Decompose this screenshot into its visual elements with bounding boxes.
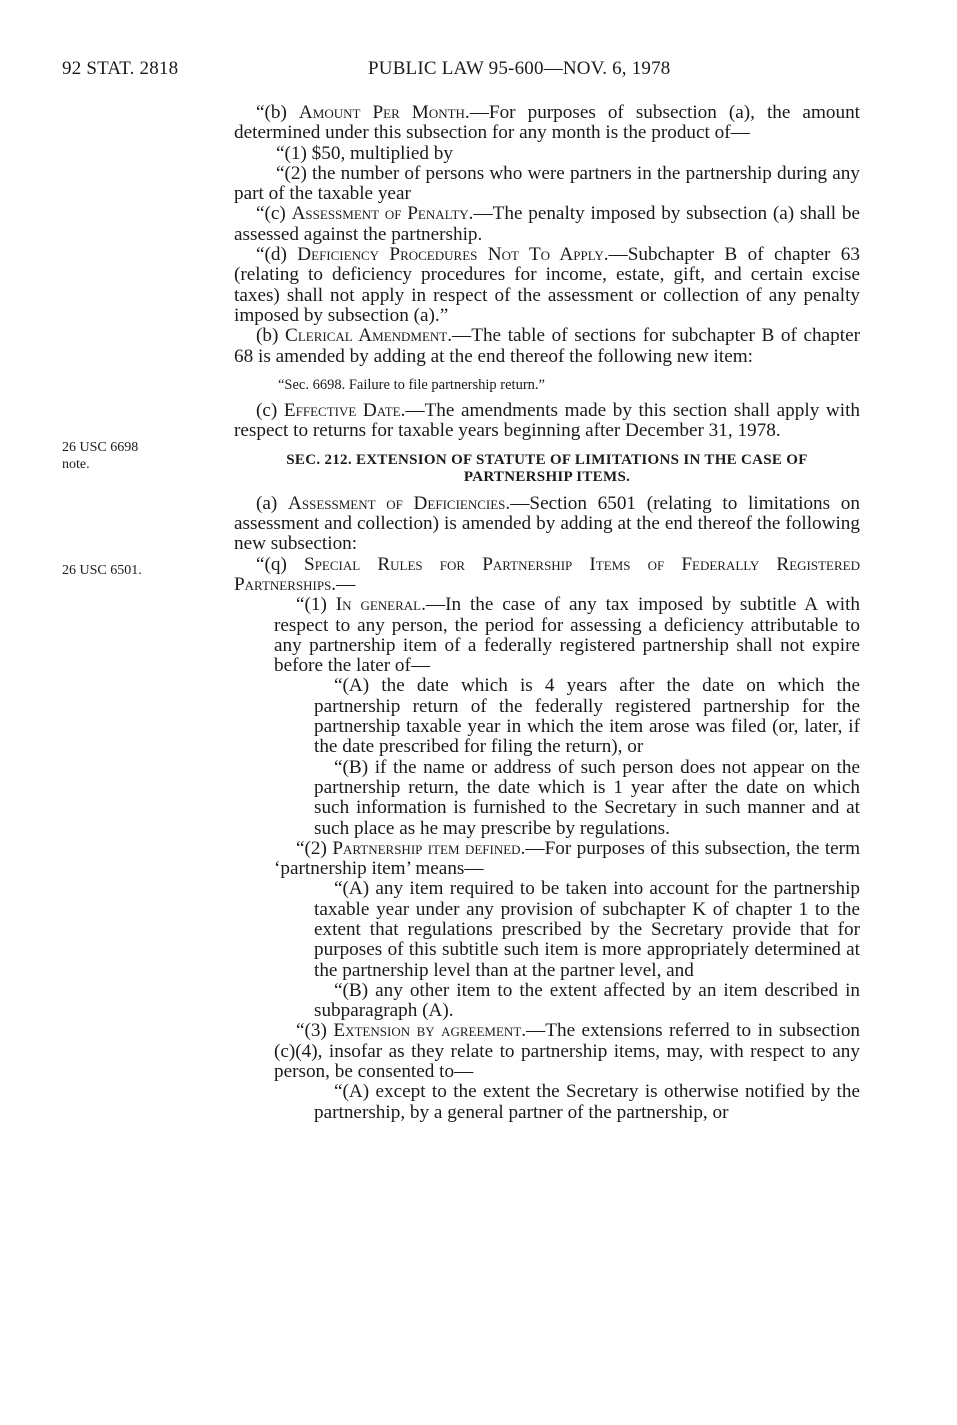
paragraph-q3-extension <box>234 1021 860 1082</box>
subsection-marker: (a) <box>256 492 288 514</box>
subsection-heading: Clerical Amendment. <box>285 325 453 347</box>
paragraph-text: —The amendments made by this section shall apply with respect to returns for taxable years beginning after December 31, 1978. <box>234 400 861 442</box>
section-heading-line: PARTNERSHIP ITEMS. <box>463 468 631 485</box>
margin-note-line: 26 USC 6698 <box>62 440 139 455</box>
paragraph-q2-partnership-item <box>234 839 860 880</box>
paragraph-q1a: “(A) the date which is 4 years after the date on which the partnership return of the federally registered partnership for the partnership taxable year in which the item arose was filed (or, later, if the date prescribed for filing the return), or <box>314 675 860 758</box>
paragraph-q1-in-general <box>234 595 860 676</box>
margin-note-line: note. <box>62 457 90 472</box>
subsection-marker: “(3) <box>296 1020 334 1042</box>
section-212-heading <box>234 452 860 486</box>
paragraph-text: — <box>336 573 356 595</box>
paragraph-text: —The penalty imposed by subsection (a) shall be assessed against the partnership. <box>234 203 860 245</box>
paragraph-assessment-of-deficiencies <box>234 494 860 555</box>
paragraph-text: —In the case of any tax imposed by subtitle A with respect to any person, the period for assessing a deficiency attributable to any partnership item of a federally registered partnership shall not expire before the later of— <box>274 594 861 677</box>
subsection-marker: “(d) <box>256 244 298 266</box>
subsection-heading: Amount Per Month. <box>298 102 470 123</box>
subsection-marker: “(1) <box>296 594 336 616</box>
paragraph-assessment-of-penalty <box>234 204 860 245</box>
subsection-marker: “(q) <box>256 553 305 575</box>
subsection-heading: Deficiency Procedures Not To Apply. <box>297 244 609 266</box>
paragraph-text: —For purposes of subsection (a), the amount determined under this subsection for any month is the product of— <box>234 102 860 144</box>
margin-note-usc-6698 <box>62 439 222 473</box>
subsection-heading: Assessment of Deficiencies. <box>288 492 511 514</box>
statute-body <box>234 103 860 1123</box>
paragraph-special-rules <box>234 555 860 596</box>
paragraph-q1b: “(B) if the name or address of such person does not appear on the partnership return, the date which is 1 year after the date on which such information is furnished to the Secretary in such manner and at such place as he may prescribe by regulations. <box>314 756 860 839</box>
margin-note-usc-6501 <box>62 562 222 579</box>
paragraph-text: —Subchapter B of chapter 63 (relating to deficiency procedures for income, estate, gift, and certain excise taxes) shall not apply in respect of the assessment or collection of any penalty imposed by subsection (a).” <box>234 244 860 326</box>
subsection-marker: (b) <box>256 325 286 347</box>
paragraph-text: —The extensions referred to in subsection (c)(4), insofar as they relate to partnership items, may, with respect to any person, be consented to— <box>274 1020 861 1083</box>
paragraph-text: —Section 6501 (relating to limitations on assessment and collection) is amended by adding at the end thereof the following new subsection: <box>234 492 860 555</box>
subsection-marker: “(2) <box>296 837 333 859</box>
paragraph-amount-per-month <box>234 103 860 144</box>
subsection-heading: Special Rules for Partnership Items of Federally Registered Partnerships. <box>234 553 861 595</box>
subsection-heading: In general. <box>335 594 426 616</box>
page-reference: 92 STAT. 2818 <box>62 58 179 79</box>
subsection-marker: “(b) <box>256 102 299 123</box>
paragraph-q2b: “(B) any other item to the extent affected by an item described in subparagraph (A). <box>314 979 860 1022</box>
subsection-marker: (c) <box>256 400 284 422</box>
margin-note-line: 26 USC 6501. <box>62 563 142 578</box>
subsection-heading: Extension by agreement. <box>333 1020 527 1042</box>
paragraph-clerical-amendment <box>234 326 860 367</box>
paragraph-q3a: “(A) except to the extent the Secretary is otherwise notified by the partnership, by a general partner of the partnership, or <box>314 1081 860 1123</box>
subsection-marker: “(c) <box>256 203 292 225</box>
paragraph-q2a: “(A) any item required to be taken into account for the partnership taxable year under any provision of subchapter K of chapter 1 to the extent that regulations prescribed by the Secretary provide that for purposes of this subtitle such item is more appropriately determined at the partnership level than at the partner level, and <box>314 878 860 981</box>
paragraph-effective-date <box>234 401 860 442</box>
table-of-sections-item: “Sec. 6698. Failure to file partnership return.” <box>278 376 545 393</box>
public-law-header: PUBLIC LAW 95-600—NOV. 6, 1978 <box>368 58 671 79</box>
paragraph-deficiency-procedures <box>234 245 860 326</box>
paragraph-text: —The table of sections for subchapter B of chapter 68 is amended by adding at the end thereof the following new item: <box>234 325 860 367</box>
paragraph-b1: “(1) $50, multiplied by <box>276 142 453 164</box>
subsection-heading: Effective Date. <box>283 400 406 422</box>
subsection-heading: Partnership item defined. <box>332 837 526 859</box>
paragraph-b2: “(2) the number of persons who were partners in the partnership during any part of the taxable year <box>234 162 860 205</box>
section-heading-line: SEC. 212. EXTENSION OF STATUTE OF LIMITATIONS IN THE CASE OF <box>286 451 808 468</box>
subsection-heading: Assessment of Penalty. <box>291 203 474 225</box>
paragraph-text: —For purposes of this subsection, the term ‘partnership item’ means— <box>274 837 860 880</box>
